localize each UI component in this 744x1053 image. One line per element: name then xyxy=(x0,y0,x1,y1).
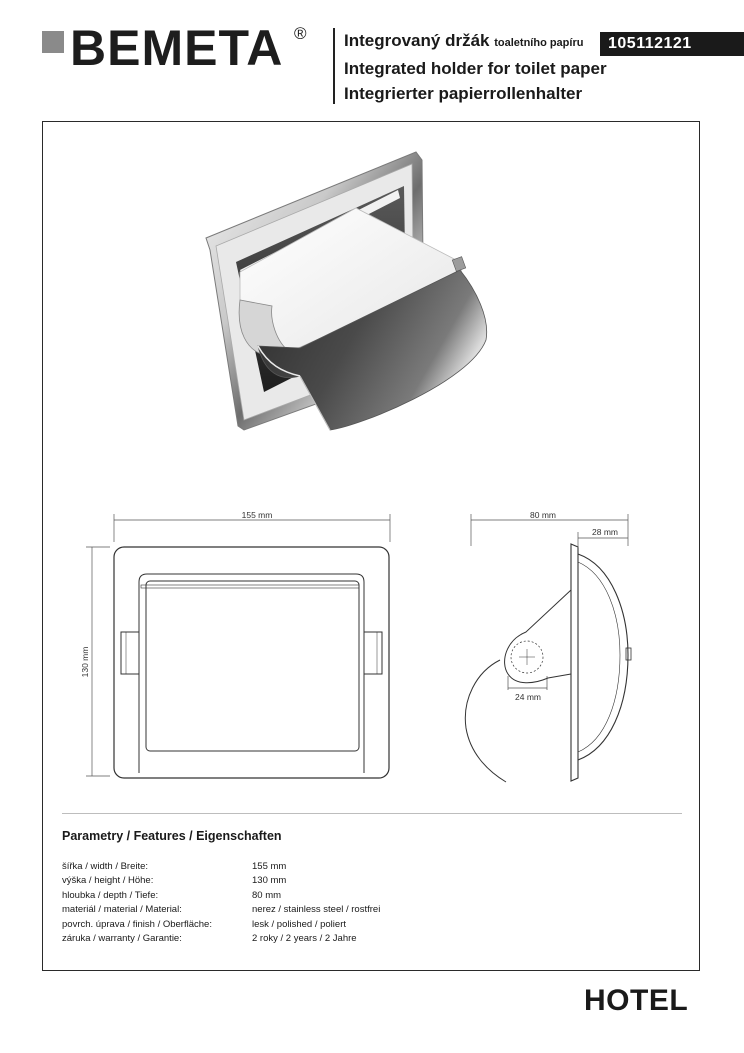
brand-name: BEMETA xyxy=(70,20,284,76)
product-code: 105112121 xyxy=(600,32,744,56)
side-view-drawing xyxy=(465,544,631,782)
side-plate-outline xyxy=(571,544,578,781)
feature-row xyxy=(62,860,380,874)
feature-label: šířka / width / Breite: xyxy=(62,861,149,872)
title-cz-main: Integrovaný držák xyxy=(344,31,490,50)
features-separator xyxy=(62,813,682,814)
registered-mark: ® xyxy=(294,24,307,43)
title-en: Integrated holder for toilet paper xyxy=(344,59,607,78)
feature-row xyxy=(62,889,380,903)
feature-label: hloubka / depth / Tiefe: xyxy=(62,889,159,901)
feature-value: lesk / polished / poliert xyxy=(252,918,346,930)
title-de: Integrierter papierrollenhalter xyxy=(344,84,583,103)
feature-row xyxy=(62,932,380,946)
feature-label: povrch. úprava / finish / Oberfläche: xyxy=(62,918,212,930)
feature-value: nerez / stainless steel / rostfrei xyxy=(252,904,381,916)
features-title: Parametry / Features / Eigenschaften xyxy=(62,829,282,843)
feature-label: výška / height / Höhe: xyxy=(62,875,154,887)
depth-dimension-label: 80 mm xyxy=(530,510,556,520)
offset-dimension-label: 28 mm xyxy=(592,527,618,537)
feature-value: 130 mm xyxy=(252,875,287,887)
feature-value: 80 mm xyxy=(252,889,282,901)
width-dimension-label: 155 mm xyxy=(241,510,273,520)
feature-row xyxy=(62,903,380,917)
front-left-bracket xyxy=(121,632,139,674)
features-table xyxy=(62,860,380,946)
product-photo xyxy=(206,152,487,430)
feature-row xyxy=(62,918,380,932)
front-right-bracket xyxy=(364,632,382,674)
feature-row xyxy=(62,874,380,888)
roll-dimension-label: 24 mm xyxy=(515,692,541,702)
front-plate-outline xyxy=(114,547,389,778)
side-dimensions xyxy=(471,514,628,688)
category-label: HOTEL xyxy=(584,984,689,1017)
front-view-drawing xyxy=(114,547,389,778)
feature-value: 2 roky / 2 years / 2 Jahre xyxy=(252,933,357,945)
feature-label: materiál / material / Material: xyxy=(62,904,182,916)
side-paper-curve xyxy=(465,660,506,782)
feature-label: záruka / warranty / Garantie: xyxy=(62,933,182,945)
front-dimensions xyxy=(86,514,390,776)
front-recess-outline xyxy=(139,574,364,773)
front-cover-outline xyxy=(146,581,359,751)
height-dimension-label: 130 mm xyxy=(80,646,90,678)
title-cz-small: toaletního papíru xyxy=(494,37,584,49)
feature-value: 155 mm xyxy=(252,861,287,872)
